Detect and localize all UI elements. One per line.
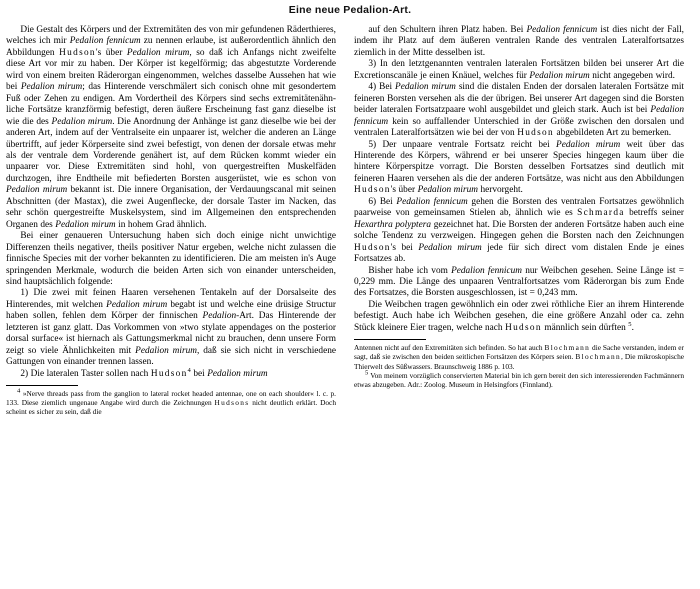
- author-name: Hudson: [505, 322, 542, 333]
- taxon-name: Pedalion mirum: [51, 116, 113, 127]
- paragraph: 5) Der unpaare ventrale Fortsatz reicht bei Pedalion mirum weit über das Hinterende des Körpers, während er bei unserer Species hingegen kaum über die hintere Körperspitze vorragt. Die Borsten desselben Fortsatzes sind deutlich mit feineren Haaren versehen als die der anderen Fortsätze, was nicht aus den Abbildungen Hudson's über Pedalion mirum hervorgeht.: [354, 139, 685, 196]
- taxon-name: Pedalion mirum: [135, 345, 197, 356]
- taxon-name: Pedalion mirum: [529, 70, 590, 81]
- taxon-name: Pedalion mirum: [556, 139, 621, 150]
- author-name: Hudson: [354, 185, 391, 196]
- author-name: Blochmann: [544, 343, 591, 353]
- paragraph: Bei einer genaueren Untersuchung haben sich doch einige nicht unwichtige Differenzen theils negativer, theils positiver Natur ergeben, welche nicht zulassen die finnische Species mit der vorher bekannten zu identificieren. Die am meisten in's Auge springenden Merkmale, wodurch die beiden Arten sich von einander unterscheiden, sind hauptsächlich folgende:: [6, 231, 336, 287]
- left-column-paragraphs: [6, 25, 336, 380]
- paragraph: 4) Bei Pedalion mirum sind die distalen Enden der dorsalen lateralen Fortsätze mit feineren Borsten versehen als die der übrigen. Bei unserer Art dagegen sind die Borsten beider lateralen Fortsatzpaare wohl ausgebildet und gleich stark. Auch ist bei Pedalion fennicum kein so auffallender Unterschied in der Größe zwischen den dorsalen und ventralen Lateralfortsätzen wie bei der von Hudson abgebildeten Art zu bemerken.: [354, 82, 684, 139]
- page-title: Eine neue Pedalion-Art.: [288, 4, 412, 16]
- taxon-name: Pedalion fennicum: [451, 265, 522, 276]
- two-column-body: [0, 25, 700, 417]
- taxon-name: Hexarthra polyptera: [354, 219, 432, 230]
- taxon-name: Pedalion fennicum: [526, 25, 598, 35]
- right-column-footnotes: [354, 343, 684, 389]
- footnote: $^4$ »Nerve threads pass from the ganglion to lateral rocket headed antennae, one on each shoulder« l. c. p. 133. Diese ziemlich ungenaue Angabe wird durch die Zeichnungen Hudsons nicht deutlich erklärt. Doch scheint es sicher zu sein, daß die: [6, 387, 336, 417]
- taxon-name: Pedalion mirum: [106, 299, 168, 310]
- author-name: Hudson: [517, 128, 554, 139]
- paragraph: 2) Die lateralen Taster sollen nach Hudson$^4$ bei Pedalion mirum: [20, 366, 268, 379]
- paragraph: Die Gestalt des Körpers und der Extremitäten des von mir gefundenen Räderthieres, welches ich mir Pedalion fennicum zu nennen erlaube, ist außerordentlich ähnlich den Abbildungen Hudson's über Pedalion mirum, so daß ich Anfangs nicht zweifelte diese Art vor mir zu haben. Der Körper ist kegelförmig; das abgestutzte Vorderende wird von einem breiten Räderorgan eingenommen, welches dasselbe Aussehen hat wie bei Pedalion mirum; das Hinterende verschmälert sich conisch ohne mit gesondertem Fuß oder Zehen zu endigen. Am Vordertheil des Körpers sind sechs extremitätenähnliche Fortsätze kranzförmig befestigt, deren äußere Erscheinung fast ganz dieselbe ist wie die des Pedalion mirum. Die Anordnung der Anhänge ist ganz dieselbe wie bei der anderen Art, indem auf der Ventralseite ein unpaarer ist, welcher die anderen an Länge übertrifft, auf jeder Körperseite sind zwei befestigt, von denen der dorsale etwas mehr als der ventrale dem Vorderende genähert ist, auf dem Rücken kommt wieder ein unpaarer vor. Diese Extremitäten sind hohl, von quergestreiften Muskelfäden durchzogen, ihre Endtheile mit befiederten Borsten ausgerüstet, wie es schon von Pedalion mirum bekannt ist. Die innere Organisation, der Verdauungscanal mit seinen Abschnitten (der Mastax), die zwei Augenflecke, der dorsale Taster im Nacken, das sehr schön quergestreifte Muskelsystem, sind im Allgemeinen den entsprechenden Organen des Pedalion mirum in hohem Grad ähnlich.: [6, 25, 337, 230]
- left-column: [6, 25, 345, 417]
- taxon-name: Pedalion mirum: [6, 185, 68, 196]
- taxon-name: Pedalion fennicum: [69, 36, 141, 47]
- taxon-name: Pedalion mirum: [126, 47, 190, 58]
- taxon-name: Pedalion mirum: [418, 242, 482, 253]
- footnote: $^5$ Von meinem vorzüglich conservierten Material bin ich gern bereit den sich interessierenden Fachmännern etwas abzugeben. Adr.: Zoolog. Museum in Helsingfors (Finnland).: [354, 369, 684, 390]
- document-page: [0, 4, 700, 589]
- author-name: Hudson: [150, 368, 188, 379]
- taxon-name: Pedalion fennicum: [354, 105, 684, 127]
- footnote-separator-right: [354, 339, 426, 340]
- paragraph: 6) Bei Pedalion fennicum gehen die Borsten des ventralen Fortsatzes gewöhnlich paarweise von gemeinsamen Stielen ab, ähnlich wie es Schmarda betreffs seiner Hexarthra polyptera gezeichnet hat. Die Borsten der anderen Fortsätze haben auch eine solche Tendenz zu verzweigen. Hingegen gehen die Borsten nach den Zeichnungen Hudson's bei Pedalion mirum jede für sich direct vom distalen Ende je eines Fortsatzes ab.: [354, 196, 684, 265]
- taxon-name: Pedalion mirum: [207, 368, 268, 379]
- author-name: Schmarda: [577, 208, 625, 219]
- left-column-footnotes: [6, 389, 336, 417]
- taxon-name: Pedalion fennicum: [396, 196, 468, 207]
- right-column-paragraphs: [354, 25, 684, 334]
- taxon-name: Pedalion mirum: [395, 82, 456, 93]
- footnote: Antennen nicht auf den Extremitäten sich befinden. So hat auch Blochmann die Sache verstanden, indem er sagt, daß sie zwischen den beiden seitlichen Fortsätzen des Körpers seien. Blochmann, Die mikroskopische Thierwelt des Süßwassers. Braunschweig 1886 p. 103.: [354, 343, 684, 371]
- footnote-marker[interactable]: 5: [628, 320, 632, 328]
- footnote-marker[interactable]: 5: [365, 369, 369, 377]
- taxon-name: Pedalion mirum: [55, 219, 116, 230]
- taxon-name: Pedalion mirum: [417, 185, 478, 196]
- author-name: Blochmann: [575, 352, 621, 362]
- author-name: Hudsons: [214, 398, 250, 408]
- paragraph: Bisher habe ich vom Pedalion fennicum nur Weibchen gesehen. Seine Länge ist = 0,229 mm. Die Länge des unpaaren Ventralfortsatzes vom Räderorgan bis zum Ende des Fortsatzes, die Borsten ausgeschlossen, ist = 0,243 mm.: [354, 265, 684, 299]
- taxon-name: Pedalion mirum: [20, 82, 83, 93]
- paragraph: 1) Die zwei mit feinen Haaren versehenen Tentakeln auf der Dorsalseite des Hinterendes, mit welchen Pedalion mirum begabt ist und welche eine drüsige Structur haben sollen, fehlen dem Körper der finnischen Pedalion-Art. Das Hinterende der letzteren ist ganz glatt. Das Vorkommen von »two stylate appendages on the posterior dorsal surface« ist hiernach als Gattungsmerkmal nicht zu brauchen, denn unsere Form zeigt so viele Ähnlichkeiten mit Pedalion mirum, daß sie sich nicht in verschiedene Gattungen von einander trennen lassen.: [6, 288, 336, 368]
- author-name: Hudson: [59, 47, 96, 58]
- paragraph: Die Weibchen tragen gewöhnlich ein oder zwei röthliche Eier an ihrem Hinterende befestigt. Auch habe ich Weibchen gesehen, die eine größere Anzahl oder ca. zehn Stück kleinere Eier tragen, welche nach Hudson männlich sein dürften $^5$.: [354, 299, 684, 333]
- paragraph: 3) In den letztgenannten ventralen lateralen Fortsätzen bilden bei unserer Art die Excretionscanäle je einen Knäuel, welches für Pedalion mirum nicht angegeben wird.: [354, 59, 684, 81]
- right-column: [345, 25, 684, 389]
- footnote-marker[interactable]: 4: [17, 387, 21, 395]
- author-name: Hudson: [354, 242, 391, 253]
- paragraph: auf den Schultern ihren Platz haben. Bei Pedalion fennicum ist dies nicht der Fall, indem ihr Platz auf dem äußeren ventralen Rande des ventralen Lateralfortsatzes ziemlich in der Mitte desselben ist.: [354, 25, 684, 58]
- footnote-separator-left: [6, 385, 78, 386]
- taxon-name: Pedalion: [202, 311, 237, 322]
- footnote-marker[interactable]: 4: [187, 366, 191, 374]
